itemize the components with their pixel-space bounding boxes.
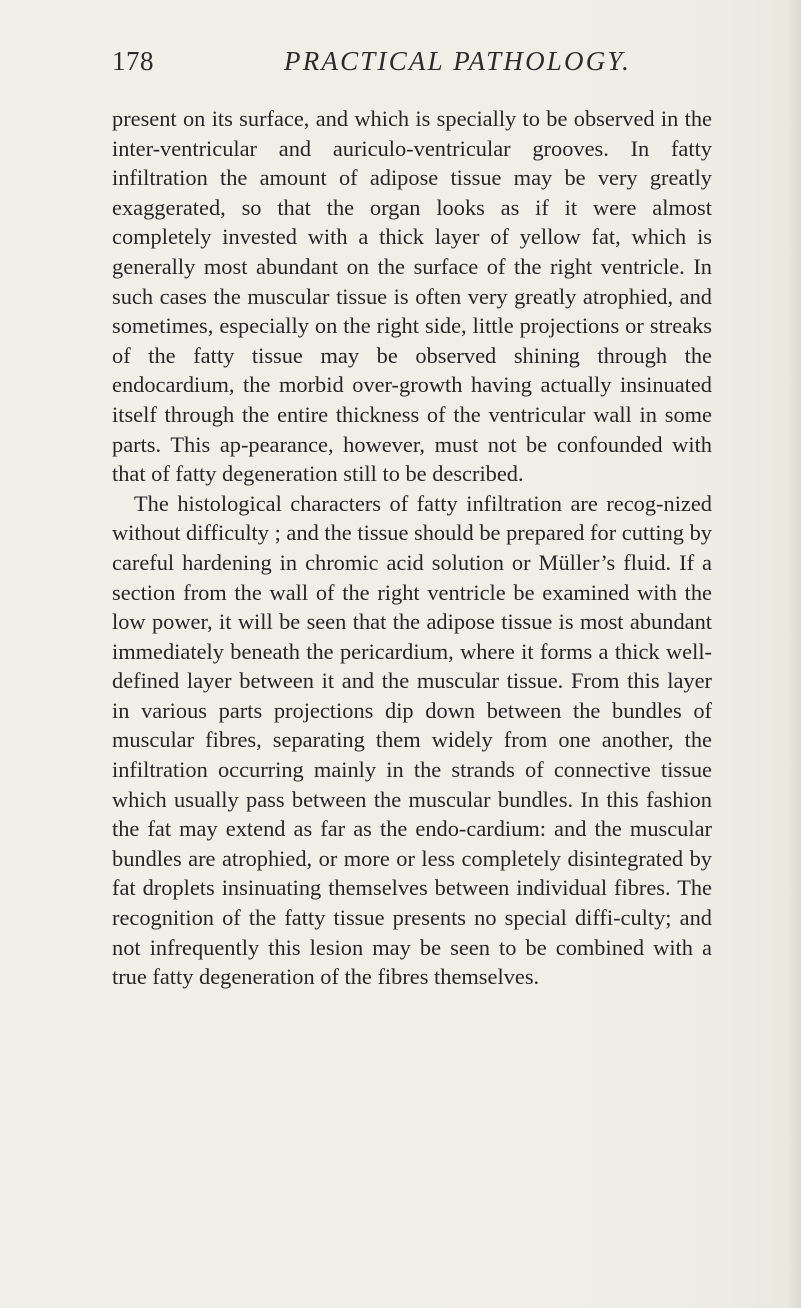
- paragraph: The histological characters of fatty infiltration are recog-nized without difficulty ; and the tissue should be prepared for cutting by careful hardening in chromic acid solution or Müller’s fluid. If a section from the wall of the right ventricle be examined with the low power, it will be seen that the adipose tissue is most abundant immediately beneath the pericardium, where it forms a thick well-defined layer between it and the muscular tissue. From this layer in various parts projections dip down between the bundles of muscular fibres, separating them widely from one another, the infiltration occurring mainly in the strands of connective tissue which usually pass between the muscular bundles. In this fashion the fat may extend as far as the endo-cardium: and the muscular bundles are atrophied, or more or less completely disintegrated by fat droplets insinuating themselves between individual fibres. The recognition of the fatty tissue presents no special diffi-culty; and not infrequently this lesion may be seen to be combined with a true fatty degeneration of the fibres themselves.: [112, 490, 712, 990]
- page-number: 178: [112, 46, 154, 76]
- paragraph: present on its surface, and which is specially to be observed in the inter-ventricular and auriculo-ventricular grooves. In fatty infiltration the amount of adipose tissue may be very greatly exaggerated, so that the organ looks as if it were almost completely invested with a thick layer of yellow fat, which is generally most abundant on the surface of the right ventricle. In such cases the muscular tissue is often very greatly atrophied, and sometimes, especially on the right side, little projections or streaks of the fatty tissue may be observed shining through the endocardium, the morbid over-growth having actually insinuated itself through the entire thickness of the ventricular wall in some parts. This ap-pearance, however, must not be confounded with that of fatty degeneration still to be described.: [112, 106, 712, 487]
- body-text: [112, 104, 712, 992]
- running-head: [112, 46, 712, 86]
- page-title: PRACTICAL PATHOLOGY.: [284, 46, 632, 76]
- page-edge-shadow: [787, 0, 801, 1308]
